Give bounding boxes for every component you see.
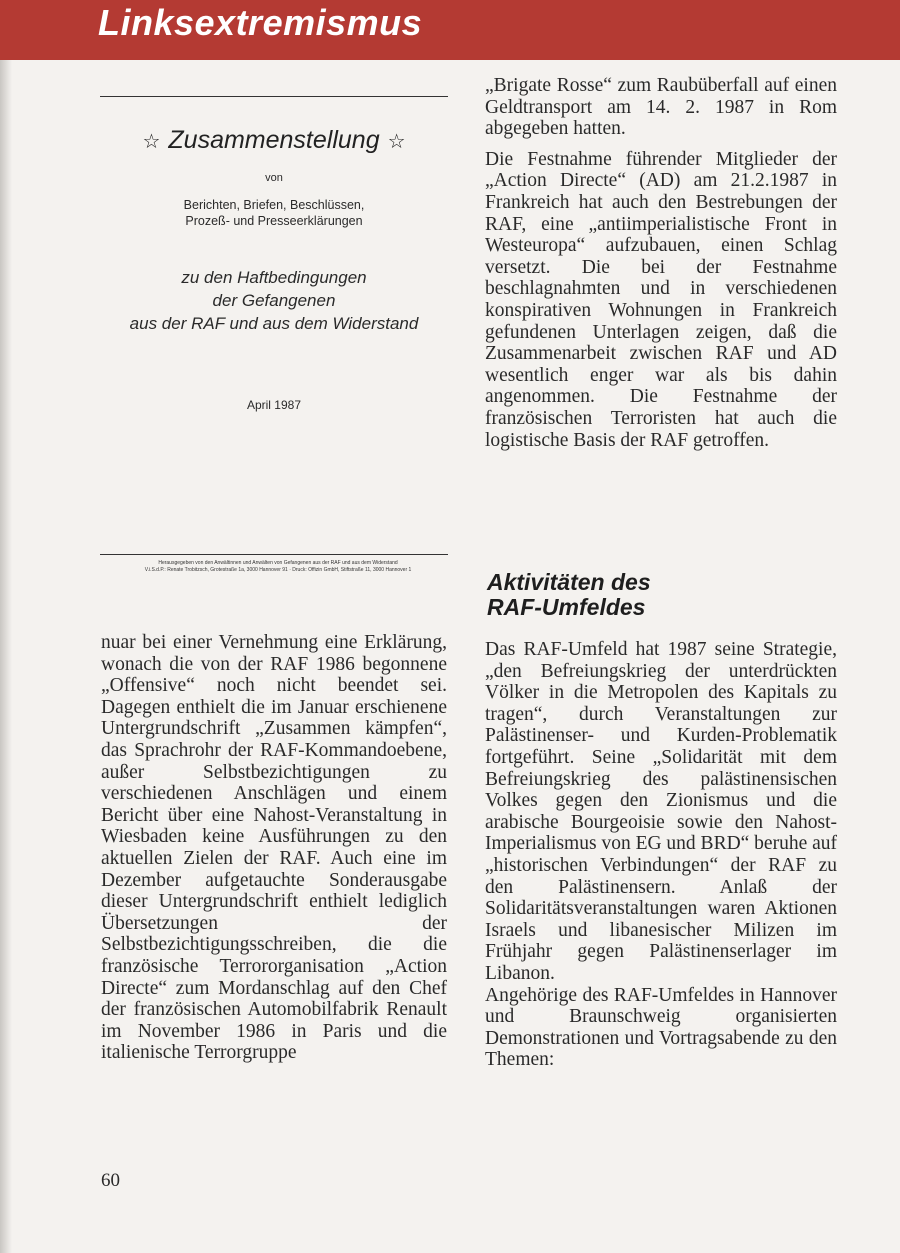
figure-date: April 1987 [246, 398, 302, 412]
section-heading-line: Aktivitäten des [487, 569, 651, 595]
body-paragraph: nuar bei einer Vernehmung eine Erklärung, wonach die von der RAF 1986 begonnene „Offensive“ noch nicht beendet sei. Dagegen enthielt die im Januar erschienene Untergrundschrift „Zusammen kämpfen“, das Sprachrohr der RAF-Kommandoebene, außer Selbstbezichtigungen zu verschiedenen Anschlägen und einem Bericht über eine Nahost-Veranstaltung in Wiesbaden keine Ausführungen zu den aktuellen Zielen der RAF. Auch eine im Dezember aufgetauchte Sonderausgabe dieser Untergrundschrift enthielt lediglich Übersetzungen der Selbstbezichtigungsschreiben, die die französische Terrororganisation „Action Directe“ zum Mordanschlag auf den Chef der französischen Automobilfabrik Renault im November 1986 in Paris und die italienische Terrorgruppe [101, 632, 447, 1064]
figure-fine-print-line: Herausgegeben von den Anwältinnen und Anwälten von Gefangenen aus der RAF und aus dem Widerstand [158, 560, 398, 566]
figure-fine-print [100, 560, 456, 574]
section-header-band [0, 0, 900, 60]
right-column-top-text [485, 75, 837, 451]
figure-italic-heading [94, 266, 454, 335]
page-number: 60 [101, 1170, 120, 1191]
section-heading [487, 570, 827, 620]
figure-top-rule [100, 96, 448, 97]
figure-fine-print-line: V.i.S.d.P.: Renate Trobitzsch, Grotestraße 1a, 3000 Hannover 91 · Druck: Offizin GmbH, Stiftstraße 11, 3000 Hannover 1 [144, 567, 412, 573]
figure-von: von [265, 172, 283, 184]
star-icon: ☆ [387, 131, 406, 153]
figure-subtitle-line: Prozeß- und Presseerklärungen [185, 214, 363, 228]
body-paragraph: Die Festnahme führender Mitglieder der „Action Directe“ (AD) am 21.2.1987 in Frankreich hat auch den Bestrebungen der RAF, eine „antiimperialistische Front in Westeuropa“ aufzubauen, einen Schlag versetzt. Die bei der Festnahme beschlagnahmten und in verschiedenen konspirativen Wohnungen in Frankreich gefundenen Unterlagen zeigen, daß die Zusammenarbeit zwischen RAF und AD wesentlich enger war als bis dahin angenommen. Die Festnahme der französischen Terroristen hat auch die logistische Basis der RAF getroffen. [485, 148, 837, 451]
right-column-bottom-text [485, 639, 837, 1071]
brochure-cover-figure [100, 90, 448, 590]
figure-bottom-rule [100, 554, 448, 555]
body-paragraph: Angehörige des RAF-Umfeldes in Hannover und Braunschweig organisierten Demonstrationen und Vortragsabende zu den Themen: [485, 984, 837, 1071]
figure-italic-line: der Gefangenen [212, 291, 336, 310]
body-paragraph: Das RAF-Umfeld hat 1987 seine Strategie, „den Befreiungskrieg der unterdrückten Völker in die Metropolen des Kapitals zu tragen“, durch Veranstaltungen zur Palästinenser- und Kurden-Problematik fortgeführt. Seine „Solidarität mit dem Befreiungskrieg des palästinensischen Volkes gegen den Zionismus und die arabische Bourgeoisie sowie den Nahost-Imperialismus von EG und BRD“ beruhe auf „historischen Verbindungen“ der RAF zu den Palästinensern. Anlaß der Solidaritätsveranstaltungen waren Aktionen Israels und libanesischer Milizen im Frühjahr gegen Palästinenserlager im Libanon. [485, 639, 838, 984]
page-edge-shadow [0, 60, 12, 1253]
figure-subtitle [100, 197, 448, 229]
star-icon: ☆ [142, 131, 161, 153]
left-column-text [101, 632, 447, 1064]
figure-title-text: Zusammenstellung [168, 126, 380, 154]
figure-italic-line: zu den Haftbedingungen [181, 268, 367, 287]
figure-subtitle-line: Berichten, Briefen, Beschlüssen, [183, 198, 365, 212]
figure-title [100, 126, 448, 155]
section-heading-line: RAF-Umfeldes [487, 594, 646, 620]
figure-italic-line: aus der RAF und aus dem Widerstand [129, 314, 419, 333]
section-header-title: Linksextremismus [98, 2, 423, 43]
body-paragraph: „Brigate Rosse“ zum Raubüberfall auf einen Geldtransport am 14. 2. 1987 in Rom abgegeben hatten. [485, 75, 837, 140]
